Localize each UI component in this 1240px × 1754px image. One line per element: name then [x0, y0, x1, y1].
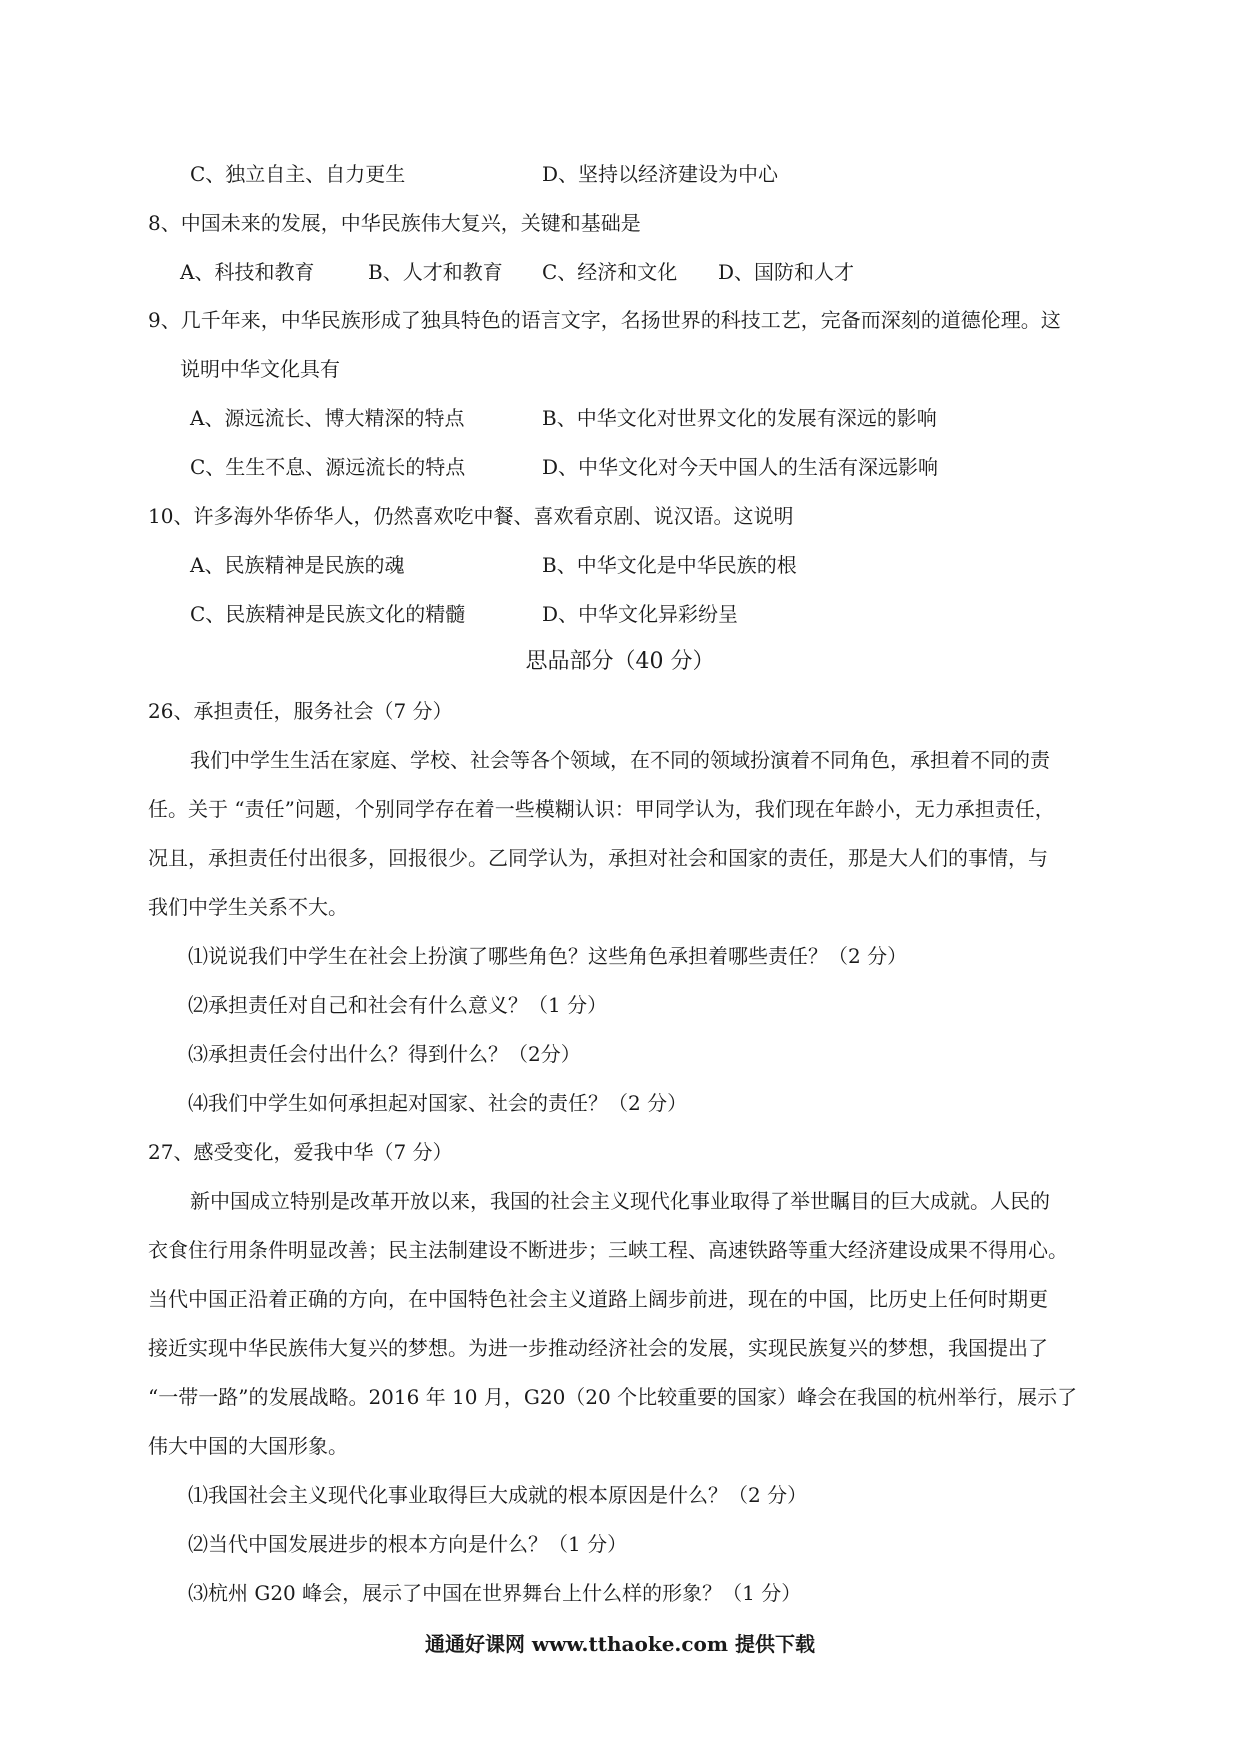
page-footer: 通通好课网 www.tthaoke.com 提供下载	[424, 1632, 816, 1656]
q27-sub-question: ⑴我国社会主义现代化事业取得巨大成就的根本原因是什么？（2 分）	[188, 1483, 808, 1507]
q27-para-line: 接近实现中华民族伟大复兴的梦想。为进一步推动经济社会的发展，实现民族复兴的梦想，我国提出了	[148, 1336, 1048, 1360]
q10-option-a: A、民族精神是民族的魂	[190, 553, 405, 577]
q27-para-line: 新中国成立特别是改革开放以来，我国的社会主义现代化事业取得了举世瞩目的巨大成就。人民的	[190, 1189, 1050, 1213]
q9-option-a: A、源远流长、博大精深的特点	[190, 406, 465, 430]
q9-stem-line1: 9、几千年来，中华民族形成了独具特色的语言文字，名扬世界的科技工艺，完备而深刻的道德伦理。这	[148, 308, 1061, 332]
q26-para-line: 我们中学生生活在家庭、学校、社会等各个领域，在不同的领域扮演着不同角色，承担着不同的责	[190, 748, 1050, 772]
q26-sub-question: ⑷我们中学生如何承担起对国家、社会的责任？（2 分）	[188, 1091, 688, 1115]
q10-option-b: B、中华文化是中华民族的根	[542, 553, 797, 577]
q8-option-a: A、科技和教育	[180, 260, 315, 284]
q10-stem: 10、许多海外华侨华人，仍然喜欢吃中餐、喜欢看京剧、说汉语。这说明	[148, 504, 794, 528]
q26-para-line: 任。关于 “责任”问题，个别同学存在着一些模糊认识：甲同学认为，我们现在年龄小，无力承担责任，	[148, 797, 1055, 821]
q26-sub-question: ⑶承担责任会付出什么？得到什么？（2分）	[188, 1042, 581, 1066]
q9-option-c: C、生生不息、源远流长的特点	[190, 455, 466, 479]
q26-sub-question: ⑵承担责任对自己和社会有什么意义？（1 分）	[188, 993, 608, 1017]
q8-option-d: D、国防和人才	[718, 260, 855, 284]
section-title: 思品部分（40 分）	[525, 649, 715, 674]
q26-para-line: 况且，承担责任付出很多，回报很少。乙同学认为，承担对社会和国家的责任，那是大人们的事情，与	[148, 846, 1048, 870]
q27-para-line: “一带一路”的发展战略。2016 年 10 月，G20（20 个比较重要的国家）峰会在我国的杭州举行，展示了	[148, 1385, 1078, 1409]
q26-title: 26、承担责任，服务社会（7 分）	[148, 699, 453, 723]
q26-sub-question: ⑴说说我们中学生在社会上扮演了哪些角色？这些角色承担着哪些责任？（2 分）	[188, 944, 908, 968]
q10-option-d: D、中华文化异彩纷呈	[542, 602, 739, 626]
q27-para-line: 伟大中国的大国形象。	[148, 1434, 348, 1458]
q9-stem-line2: 说明中华文化具有	[180, 357, 340, 381]
q8-option-b: B、人才和教育	[368, 260, 503, 284]
q27-para-line: 当代中国正沿着正确的方向，在中国特色社会主义道路上阔步前进，现在的中国，比历史上任何时期更	[148, 1287, 1048, 1311]
q27-para-line: 衣食住行用条件明显改善；民主法制建设不断进步；三峡工程、高速铁路等重大经济建设成果不得用心。	[148, 1238, 1068, 1262]
q9-option-d: D、中华文化对今天中国人的生活有深远影响	[542, 455, 939, 479]
q27-sub-question: ⑶杭州 G20 峰会，展示了中国在世界舞台上什么样的形象？（1 分）	[188, 1581, 802, 1605]
q8-option-c: C、经济和文化	[542, 260, 678, 284]
q27-title: 27、感受变化，爱我中华（7 分）	[148, 1140, 453, 1164]
q8-stem: 8、中国未来的发展，中华民族伟大复兴，关键和基础是	[148, 211, 641, 235]
q27-sub-question: ⑵当代中国发展进步的根本方向是什么？（1 分）	[188, 1532, 628, 1556]
q7-option-d: D、坚持以经济建设为中心	[542, 162, 779, 186]
q9-option-b: B、中华文化对世界文化的发展有深远的影响	[542, 406, 937, 430]
q7-option-c: C、独立自主、自力更生	[190, 162, 406, 186]
q26-para-line: 我们中学生关系不大。	[148, 895, 348, 919]
q10-option-c: C、民族精神是民族文化的精髓	[190, 602, 466, 626]
